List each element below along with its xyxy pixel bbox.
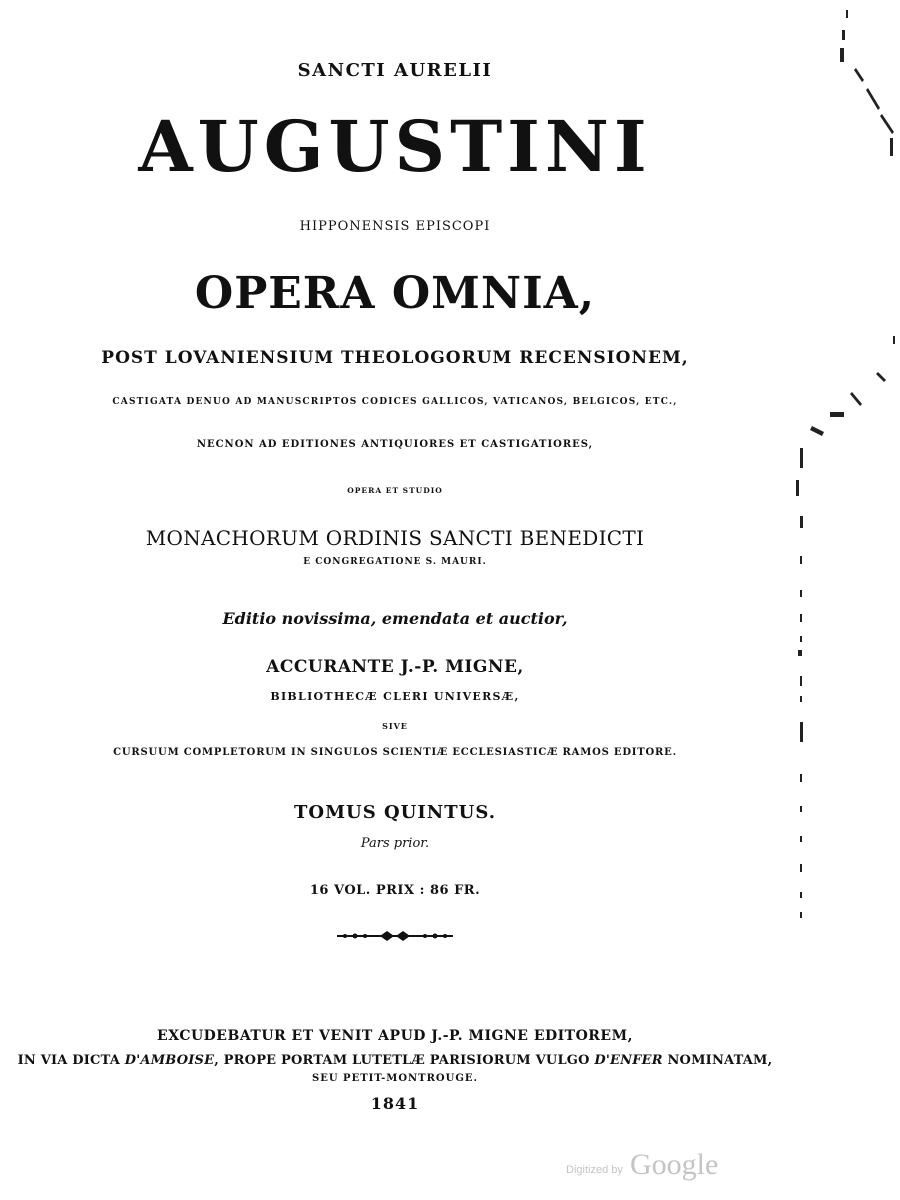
- necnon-line: NECNON AD EDITIONES ANTIQUIORES ET CASTIGATIORES,: [196, 439, 594, 450]
- editor-line: ACCURANTE J.-P. MIGNE,: [266, 657, 524, 677]
- imprint-line-1: EXCUDEBATUR ET VENIT APUD J.-P. MIGNE EDITOREM,: [157, 1028, 633, 1044]
- bibliothecae-line: BIBLIOTHECÆ CLERI UNIVERSÆ,: [270, 690, 520, 703]
- work-title: OPERA OMNIA,: [194, 268, 596, 319]
- imprint-street: D'AMBOISE: [124, 1053, 215, 1068]
- imprint-line-2: [0, 1054, 790, 1067]
- ornament-divider-icon: [0, 928, 790, 947]
- cursuum-line: CURSUUM COMPLETORUM IN SINGULOS SCIENTIÆ ECCLESIASTICÆ RAMOS EDITORE.: [113, 747, 677, 758]
- scan-edge-marks-icon: [790, 0, 900, 930]
- imprint-line-2-a: IN VIA DICTA: [17, 1053, 125, 1068]
- opera-studio-line: OPERA ET STUDIO: [347, 486, 443, 495]
- imprint-line-3: SEU PETIT-MONTROUGE.: [312, 1073, 478, 1084]
- google-watermark: [566, 1148, 736, 1188]
- google-logo: Google: [630, 1148, 719, 1181]
- imprint-gate: D'ENFER: [594, 1053, 663, 1068]
- imprint-line-2-c: , PROPE PORTAM LUTETLÆ PARISIORUM VULGO: [214, 1053, 595, 1068]
- sive-line: SIVE: [382, 721, 408, 731]
- author-name: AUGUSTINI: [138, 105, 652, 188]
- editio-line: Editio novissima, emendata et auctior,: [222, 609, 568, 628]
- castigata-line: CASTIGATA DENUO AD MANUSCRIPTOS CODICES GALLICOS, VATICANOS, BELGICOS, ETC.,: [112, 397, 678, 407]
- volume-line: TOMUS QUINTUS.: [294, 802, 496, 823]
- congregatione-line: E CONGREGATIONE S. MAURI.: [303, 557, 487, 567]
- publication-year: 1841: [370, 1094, 420, 1113]
- part-line: Pars prior.: [360, 836, 430, 851]
- price-line: 16 VOL. PRIX : 86 FR.: [309, 883, 481, 898]
- recension-line: POST LOVANIENSIUM THEOLOGORUM RECENSIONEM,: [101, 348, 689, 368]
- monachorum-line: MONACHORUM ORDINIS SANCTI BENEDICTI: [145, 526, 645, 550]
- watermark-prefix: Digitized by: [566, 1164, 623, 1176]
- imprint-line-2-e: NOMINATAM,: [662, 1053, 773, 1068]
- author-prefix: SANCTI AURELII: [297, 60, 493, 81]
- author-title: HIPPONENSIS EPISCOPI: [299, 219, 491, 234]
